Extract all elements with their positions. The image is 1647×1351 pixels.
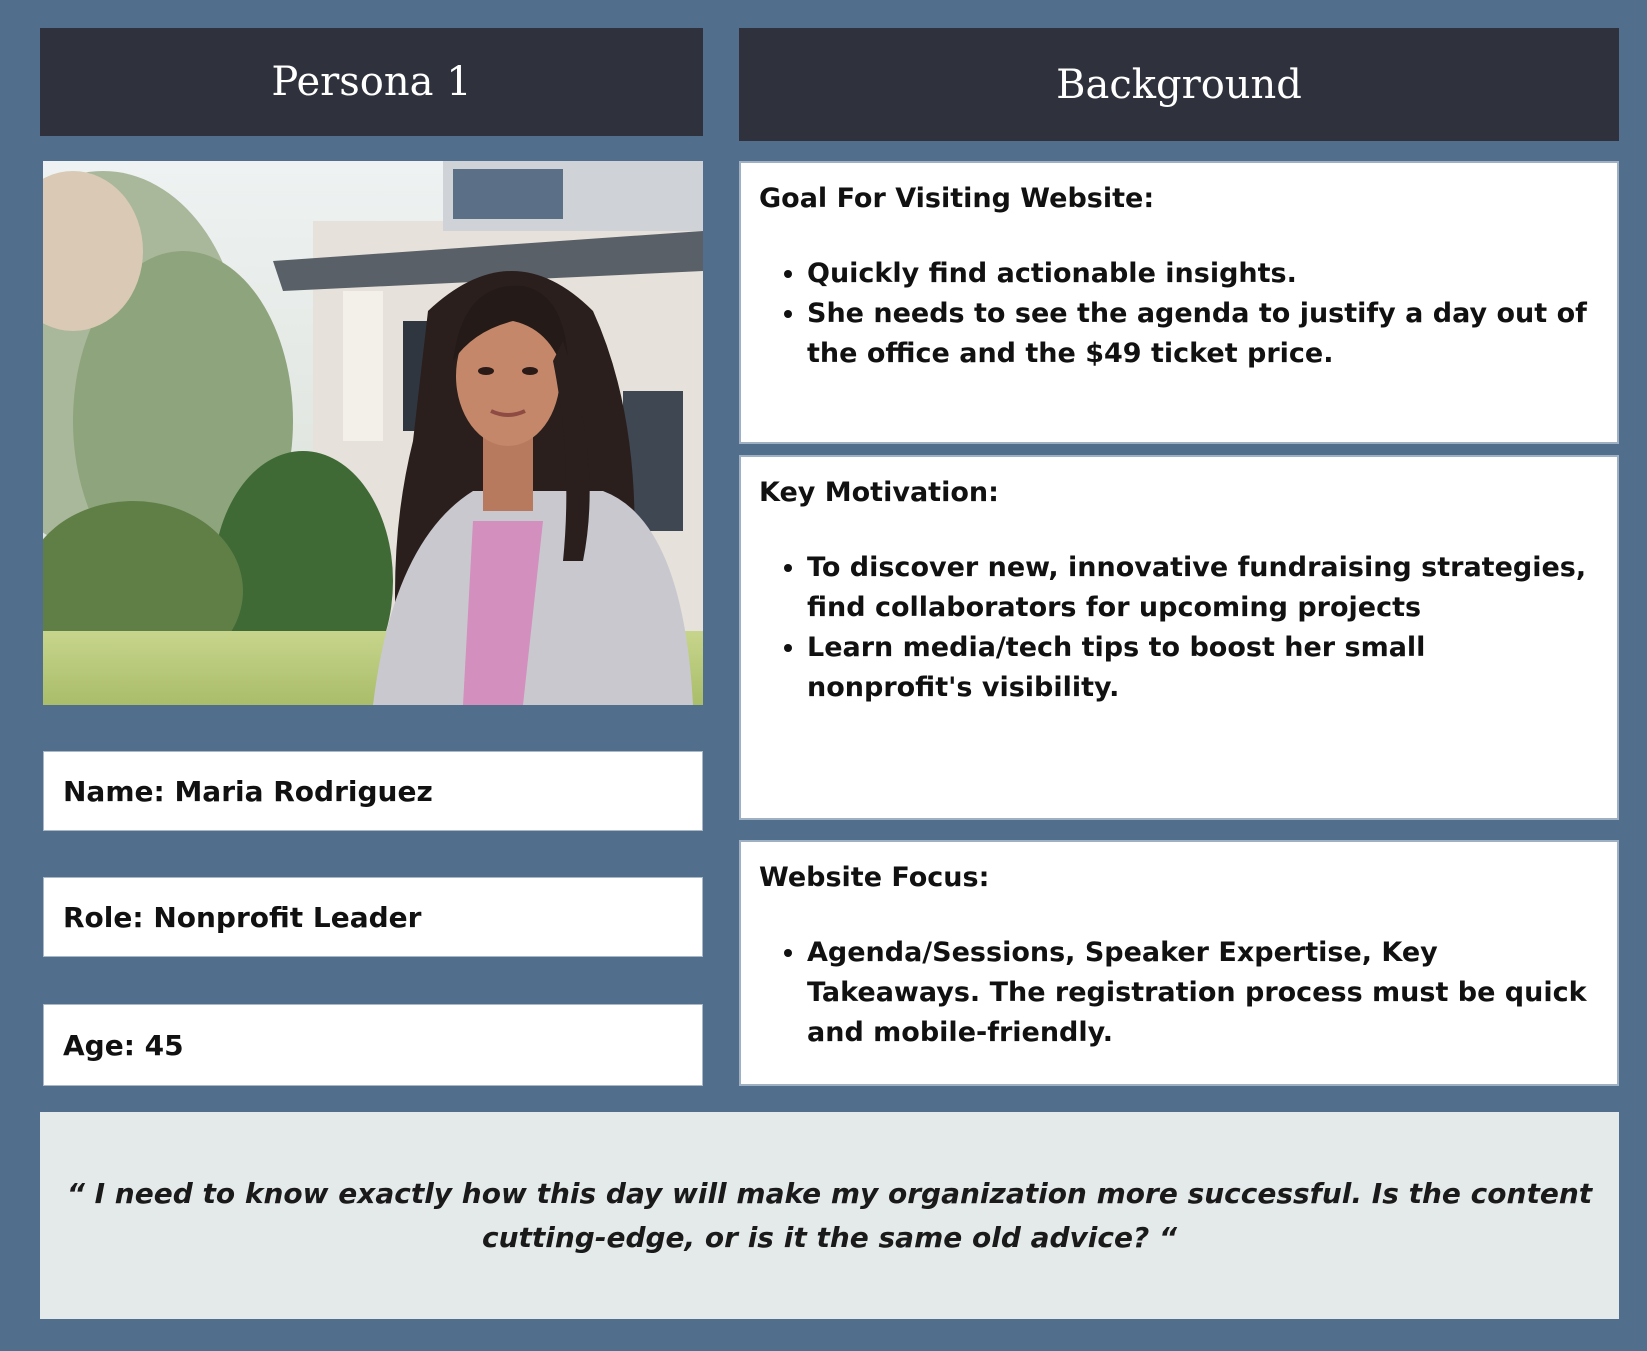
goal-list (759, 254, 1599, 374)
goal-panel (739, 161, 1619, 444)
persona-header: Persona 1 (40, 28, 703, 136)
persona-photo-illustration (43, 161, 703, 705)
list-item: • Learn media/tech tips to boost her small nonprofit's visibility. (807, 628, 1599, 708)
list-item: • Quickly find actionable insights. (807, 254, 1599, 294)
list-item: • She needs to see the agenda to justify a day out of the office and the $49 ticket price. (807, 294, 1599, 374)
focus-panel (739, 840, 1619, 1086)
persona-photo (43, 161, 703, 705)
motivation-title: Key Motivation: (759, 477, 999, 508)
focus-title: Website Focus: (759, 862, 990, 893)
motivation-list (759, 548, 1599, 708)
motivation-panel (739, 455, 1619, 820)
list-item: • Agenda/Sessions, Speaker Expertise, Key Takeaways. The registration process must be quick and mobile-friendly. (807, 933, 1599, 1053)
focus-list (759, 933, 1599, 1053)
persona-quote: “ I need to know exactly how this day will make my organization more successful. Is the content cutting-edge, or is it the same old advice? “ (40, 1112, 1619, 1319)
age-field: Age: 45 (43, 1004, 703, 1086)
list-item: • To discover new, innovative fundraising strategies, find collaborators for upcoming projects (807, 548, 1599, 628)
name-field: Name: Maria Rodriguez (43, 751, 703, 831)
goal-title: Goal For Visiting Website: (759, 183, 1155, 214)
role-field: Role: Nonprofit Leader (43, 877, 703, 957)
background-header: Background (739, 28, 1619, 141)
